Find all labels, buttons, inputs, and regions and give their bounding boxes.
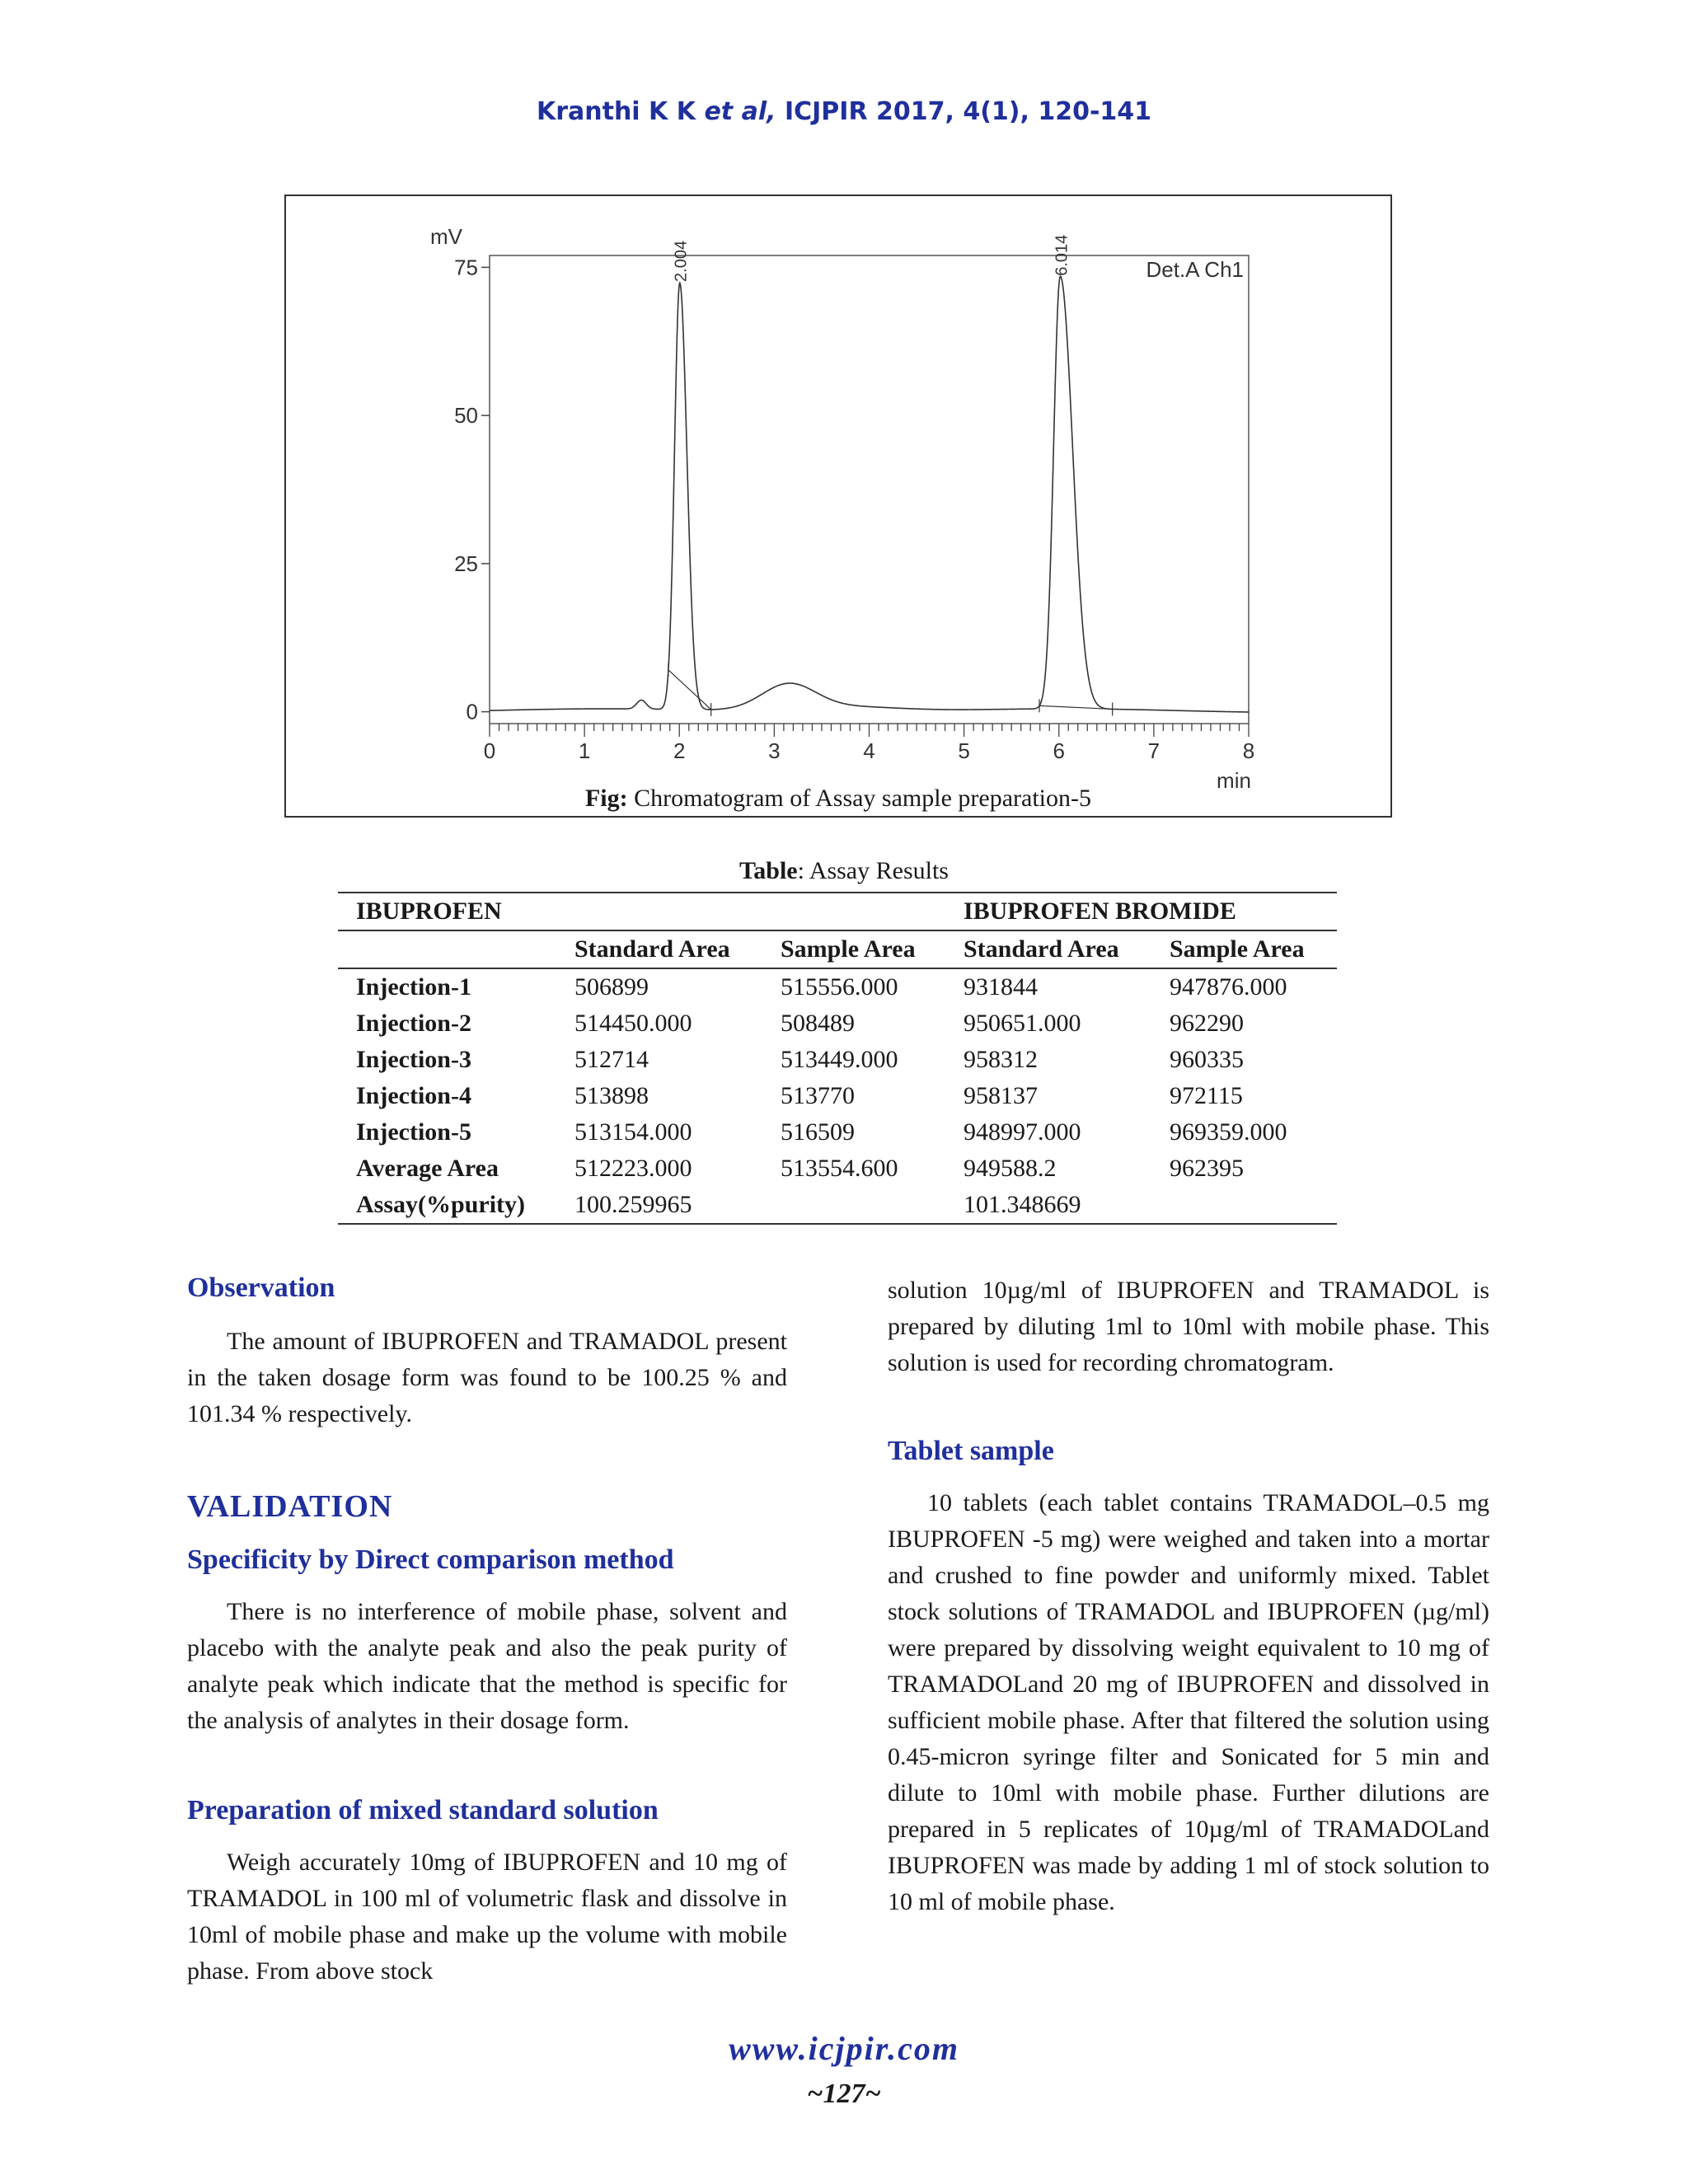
table-caption-text: : Assay Results [797, 857, 949, 884]
table-cell: 513898 [574, 1082, 649, 1109]
table-cell: 969359.000 [1170, 1118, 1287, 1146]
y-tick-label: 75 [454, 255, 478, 280]
table-cell: 958137 [964, 1082, 1038, 1109]
validation-heading: VALIDATION [187, 1489, 393, 1524]
observation-paragraph: The amount of IBUPROFEN and TRAMADOL present in the taken dosage form was found to be 100.25 % and 101.34 % respectively. [187, 1328, 787, 1427]
y-axis-label: mV [430, 224, 462, 249]
table-cell: 506899 [574, 973, 649, 1001]
table-cell: 513770 [781, 1082, 855, 1109]
table-cell: 514450.000 [574, 1010, 692, 1037]
specificity-heading: Specificity by Direct comparison method [187, 1544, 674, 1575]
table-cell: 101.348669 [945, 1187, 1151, 1224]
page-number: ~127~ [807, 2079, 881, 2109]
group-ibuprofen: IBUPROFEN [338, 893, 945, 930]
footer-url[interactable]: www.icjpir.com [729, 2030, 959, 2067]
table-cell: 962395 [1170, 1155, 1244, 1182]
tablet-sample-heading: Tablet sample [888, 1436, 1054, 1466]
chromatogram-figure [284, 194, 1392, 818]
figure-caption [286, 785, 1390, 813]
specificity-paragraph: There is no interference of mobile phase, solvent and placebo with the analyte peak and also the peak purity of analyte peak which indicate that the method is specific for the analysis of analytes in their dosage form. [187, 1598, 787, 1734]
row-label: Injection-1 [356, 973, 471, 1001]
table-cell: 960335 [1170, 1046, 1244, 1073]
x-tick-label: 1 [578, 738, 591, 763]
peak-label: 2.004 [672, 240, 691, 282]
y-tick-label: 0 [466, 699, 478, 724]
figure-caption-label: Fig: [584, 785, 628, 812]
table-cell: 508489 [781, 1010, 855, 1037]
table-cell: 516509 [781, 1118, 855, 1146]
table-cell: 512223.000 [574, 1155, 692, 1182]
running-header [0, 97, 1688, 126]
table-column-header [338, 930, 1337, 968]
table-row [338, 968, 1337, 1005]
x-tick-label: 6 [1053, 738, 1065, 763]
row-label: Average Area [356, 1155, 499, 1182]
header-authors: Kranthi K K [536, 97, 696, 126]
chromatogram-chart [286, 196, 1390, 816]
table-row [338, 1151, 1337, 1187]
table-cell: 950651.000 [964, 1010, 1081, 1037]
table-cell: 513554.600 [781, 1155, 898, 1182]
y-tick-label: 25 [454, 551, 478, 576]
peak-label: 6.014 [1053, 234, 1071, 276]
table-cell: 972115 [1170, 1082, 1243, 1109]
x-tick-label: 7 [1147, 738, 1160, 763]
header-citation: ICJPIR 2017, 4(1), 120-141 [784, 97, 1152, 126]
x-tick-label: 2 [673, 738, 686, 763]
table-row [338, 1005, 1337, 1042]
column-header: Standard Area [556, 930, 762, 968]
row-label: Injection-3 [356, 1046, 471, 1073]
table-cell: 949588.2 [964, 1155, 1057, 1182]
table-caption [0, 857, 1688, 885]
table-cell [762, 1187, 945, 1224]
x-tick-label: 0 [483, 738, 496, 763]
column-header: Sample Area [1151, 930, 1337, 968]
plot-frame [490, 255, 1249, 724]
table-cell: 958312 [964, 1046, 1038, 1073]
table-cell: 512714 [574, 1046, 649, 1073]
table-row [338, 1114, 1337, 1151]
figure-caption-text: Chromatogram of Assay sample preparation-5 [634, 785, 1091, 812]
observation-heading: Observation [187, 1272, 335, 1303]
table-caption-label: Table [739, 857, 798, 884]
x-tick-label: 3 [768, 738, 781, 763]
table-group-header [338, 893, 1337, 930]
table-cell: 948997.000 [964, 1118, 1081, 1146]
row-label: Injection-4 [356, 1082, 471, 1109]
x-tick-label: 8 [1242, 738, 1255, 763]
x-tick-label: 4 [863, 738, 875, 763]
table-cell: 947876.000 [1170, 973, 1287, 1001]
group-ibuprofen-bromide: IBUPROFEN BROMIDE [945, 893, 1337, 930]
header-etal: et al, [704, 97, 776, 126]
table-cell: 515556.000 [781, 973, 898, 1001]
detector-legend: Det.A Ch1 [1146, 257, 1244, 282]
integration-baseline [668, 670, 711, 710]
stock-continuation-paragraph: solution 10µg/ml of IBUPROFEN and TRAMADOL is prepared by diluting 1ml to 10ml with mobile phase. This solution is used for recording chromatogram. [888, 1277, 1489, 1376]
table-row [338, 1042, 1337, 1078]
table-row [338, 1187, 1337, 1224]
table-cell [1151, 1187, 1337, 1224]
column-header: Standard Area [945, 930, 1151, 968]
row-label: Injection-2 [356, 1010, 471, 1037]
tablet-sample-paragraph: 10 tablets (each tablet contains TRAMADOL–0.5 mg IBUPROFEN -5 mg) were weighed and taken into a mortar and crushed to fine powder and uniformly mixed. Tablet stock solutions of TRAMADOL and IBUPROFEN (µg/ml) were prepared by dissolving weight equivalent to 10 mg of TRAMADOLand 20 mg of IBUPROFEN and dissolved in sufficient mobile phase. After that filtered the solution using 0.45-micron syringe filter and Sonicated for 5 min and dilute to 10ml with mobile phase. Further dilutions are prepared in 5 replicates of 10µg/ml of TRAMADOLand IBUPROFEN was made by adding 1 ml of stock solution to 10 ml of mobile phase. [888, 1489, 1489, 1915]
table-cell: 931844 [964, 973, 1038, 1001]
table-cell: 513449.000 [781, 1046, 898, 1073]
y-tick-label: 50 [454, 403, 478, 429]
x-axis-label: min [1217, 768, 1251, 793]
table-cell: 513154.000 [574, 1118, 692, 1146]
mixed-standard-paragraph: Weigh accurately 10mg of IBUPROFEN and 10 mg of TRAMADOL in 100 ml of volumetric flask and dissolve in 10ml of mobile phase and make up the volume with mobile phase. From above stock [187, 1849, 787, 1985]
column-header-empty [338, 930, 556, 968]
signal-trace [490, 276, 1249, 712]
row-label: Injection-5 [356, 1118, 471, 1146]
table-cell: 100.259965 [556, 1187, 762, 1224]
column-header: Sample Area [762, 930, 945, 968]
mixed-standard-heading: Preparation of mixed standard solution [187, 1795, 659, 1825]
row-label: Assay(%purity) [338, 1187, 556, 1224]
table-cell: 962290 [1170, 1010, 1244, 1037]
table-row [338, 1078, 1337, 1114]
x-tick-label: 5 [958, 738, 970, 763]
assay-results-table [338, 892, 1337, 1225]
